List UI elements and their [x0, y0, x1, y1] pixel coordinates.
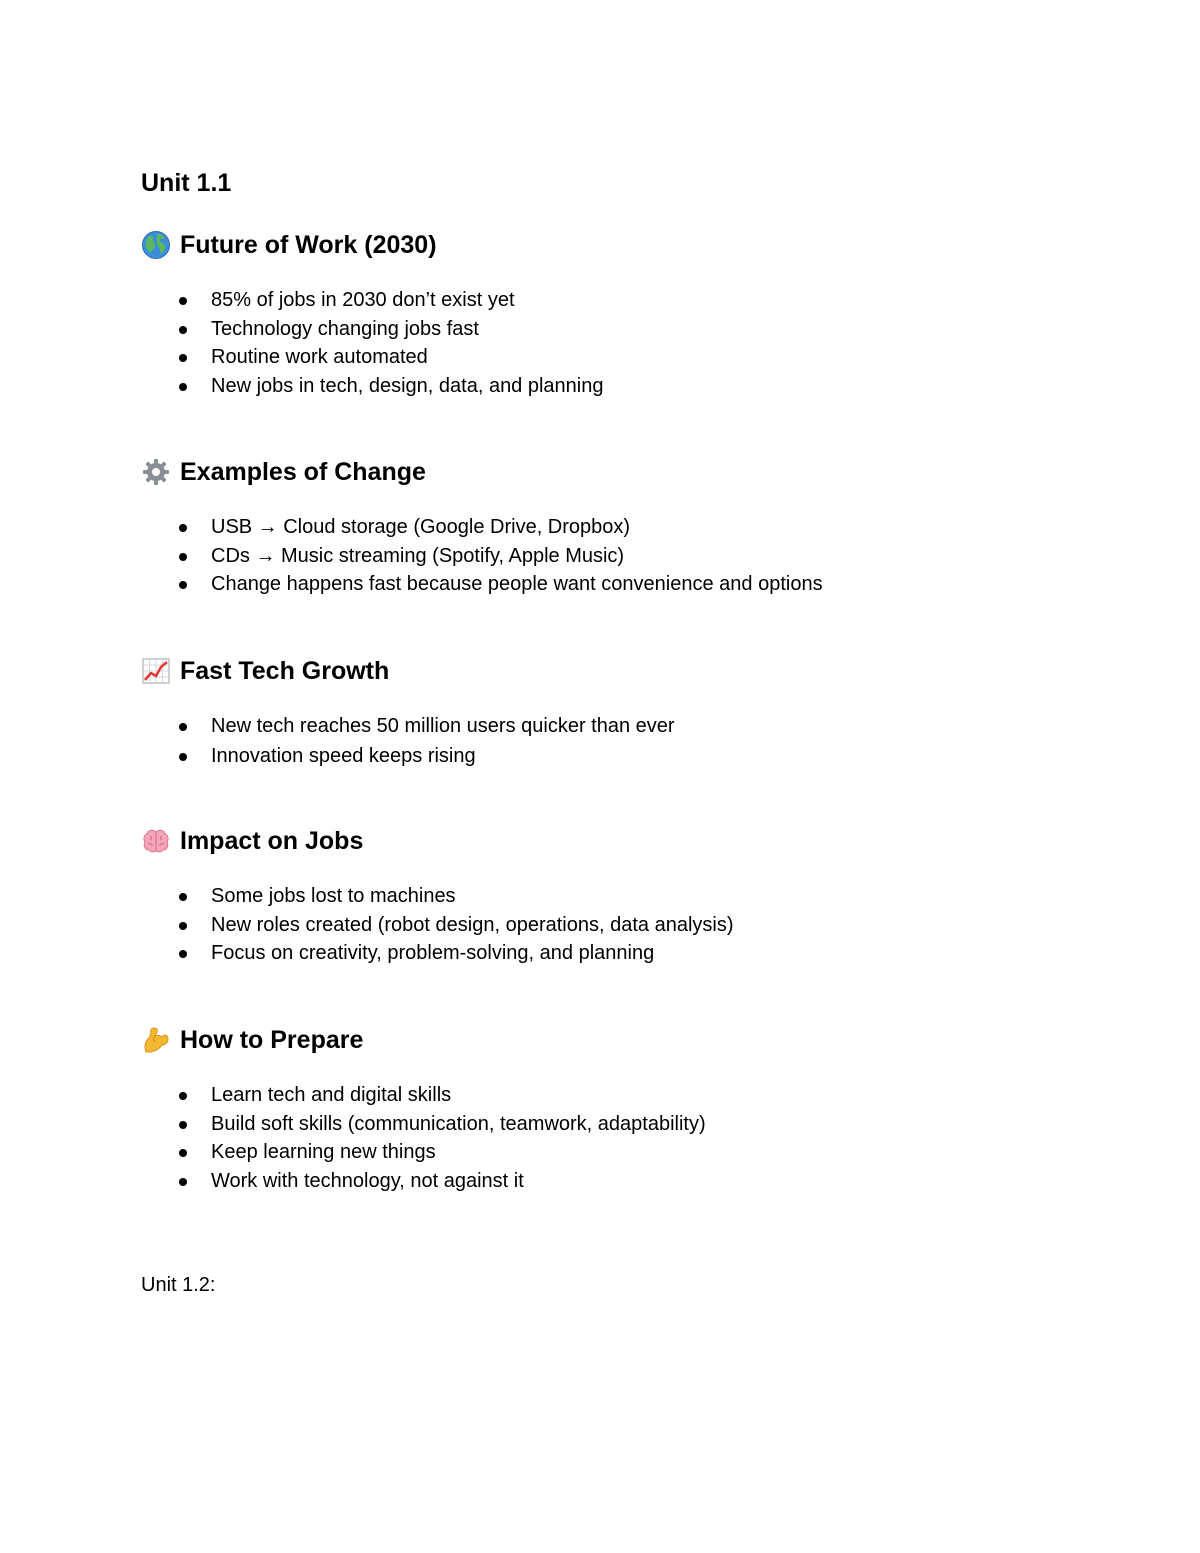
list-item: New tech reaches 50 million users quicker than ever: [141, 711, 1141, 741]
section-heading: [141, 1023, 1141, 1057]
list-item: New roles created (robot design, operations, data analysis): [141, 911, 1141, 940]
list-item: Learn tech and digital skills: [141, 1081, 1141, 1110]
list-item: Some jobs lost to machines: [141, 882, 1141, 911]
next-unit-label: Unit 1.2:: [141, 1274, 216, 1296]
globe-icon: [141, 230, 171, 260]
list-item: Focus on creativity, problem-solving, and planning: [141, 939, 1141, 968]
list-item: Work with technology, not against it: [141, 1167, 1141, 1196]
section-heading: [141, 824, 1141, 858]
list-item: Routine work automated: [141, 343, 1141, 372]
section-fast-tech-growth: [141, 654, 1141, 771]
list-item: Change happens fast because people want convenience and options: [141, 570, 1141, 599]
section-heading-text: Future of Work (2030): [180, 230, 437, 259]
section-impact-on-jobs: [141, 824, 1141, 968]
brain-icon: [141, 826, 171, 856]
list-item: USB → Cloud storage (Google Drive, Dropbox): [141, 513, 1141, 542]
list-item: CDs → Music streaming (Spotify, Apple Music): [141, 542, 1141, 571]
bullet-list: [141, 1081, 1141, 1195]
list-item: Technology changing jobs fast: [141, 315, 1141, 344]
section-how-to-prepare: [141, 1023, 1141, 1195]
list-item: 85% of jobs in 2030 don’t exist yet: [141, 286, 1141, 315]
list-item: New jobs in tech, design, data, and planning: [141, 372, 1141, 401]
section-heading: [141, 654, 1141, 688]
document-title: Unit 1.1: [141, 169, 232, 197]
section-heading: [141, 455, 1141, 489]
section-examples-of-change: [141, 455, 1141, 599]
list-item: Build soft skills (communication, teamwork, adaptability): [141, 1110, 1141, 1139]
list-item: Keep learning new things: [141, 1138, 1141, 1167]
section-heading: [141, 228, 1141, 262]
chart-increasing-icon: [141, 656, 171, 686]
list-item: Innovation speed keeps rising: [141, 741, 1141, 771]
section-heading-text: Impact on Jobs: [180, 826, 364, 855]
gear-icon: [141, 457, 171, 487]
section-heading-text: Fast Tech Growth: [180, 656, 390, 685]
section-heading-text: Examples of Change: [180, 457, 426, 486]
flexed-biceps-icon: [141, 1025, 171, 1055]
section-heading-text: How to Prepare: [180, 1025, 364, 1054]
bullet-list: [141, 286, 1141, 400]
bullet-list: [141, 882, 1141, 968]
bullet-list: [141, 513, 1141, 599]
section-future-of-work: [141, 228, 1141, 400]
bullet-list: [141, 711, 1141, 771]
